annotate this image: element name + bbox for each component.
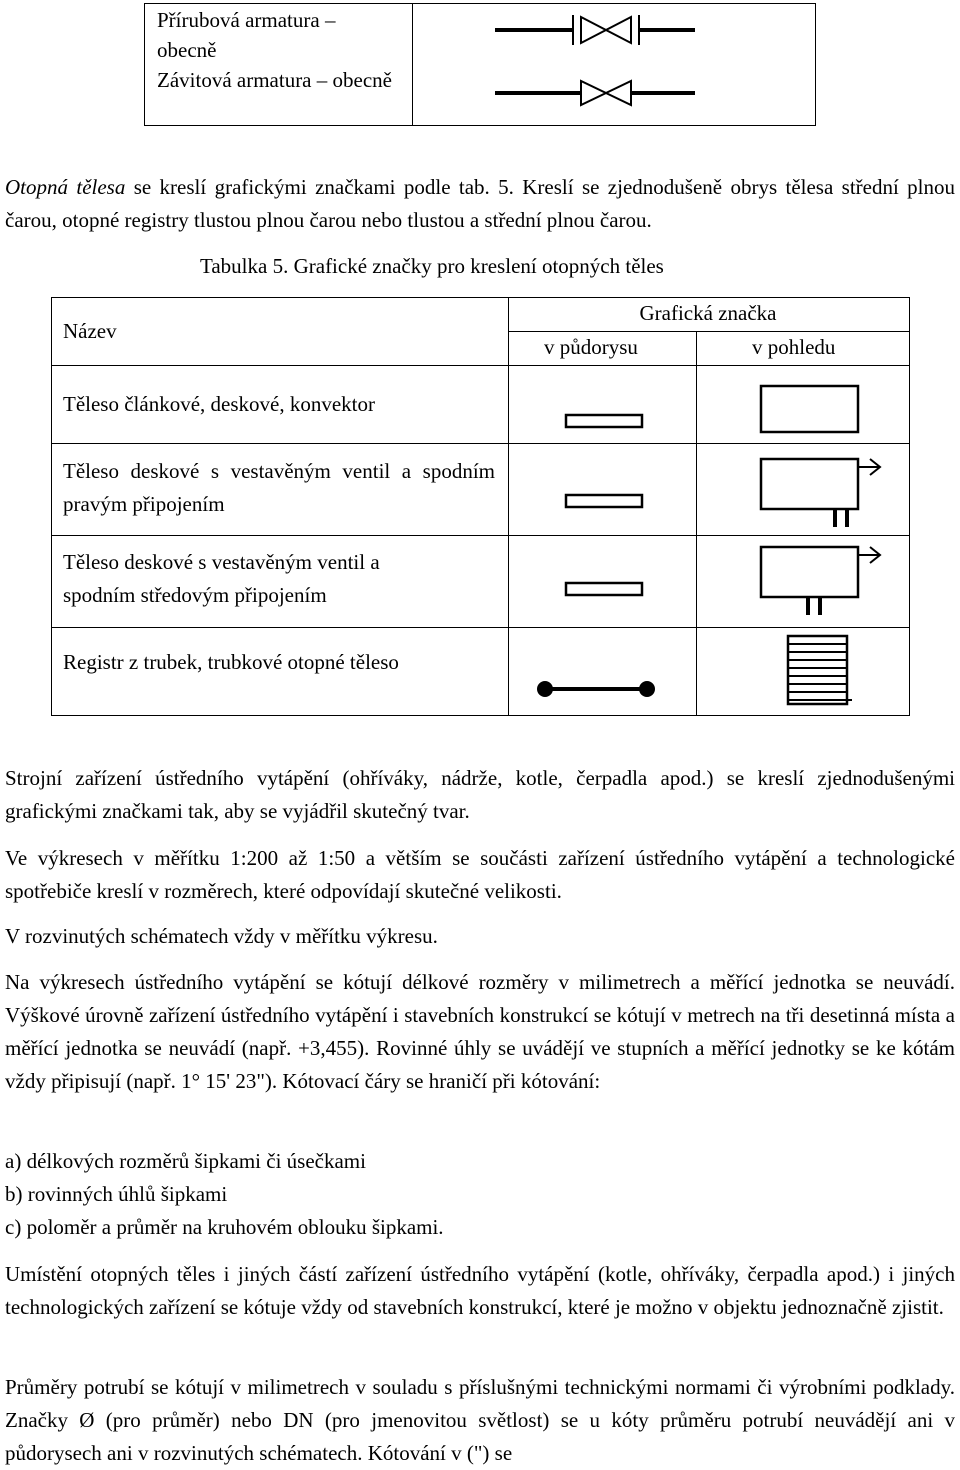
- list-item-b: b) rovinných úhlů šipkami: [5, 1182, 228, 1206]
- flanged-valve-icon: [495, 12, 695, 52]
- radiator-valve-right-plan-icon: [565, 494, 645, 510]
- table5-col-divider: [508, 297, 509, 715]
- radiator-valve-center-view-icon: [760, 543, 890, 618]
- armatura-row-threaded-label: Závitová armatura – obecně: [157, 68, 392, 92]
- table5-caption: Tabulka 5. Grafické značky pro kreslení otopných těles: [200, 254, 664, 278]
- table5-row-2-name: Těleso deskové s vestavěným ventil a spodním pravým připojením: [63, 459, 495, 516]
- table5-header-plan: v půdorysu: [544, 335, 638, 359]
- radiator-valve-right-view-icon: [760, 455, 890, 530]
- armatura-row-flanged-label: Přírubová armatura – obecně: [157, 8, 336, 62]
- intro-paragraph: [5, 171, 955, 237]
- table5-header-name: Název: [63, 319, 117, 343]
- paragraph-placement: Umístění otopných těles i jiných částí zařízení ústředního vytápění (kotle, ohříváky, čerpadla apod.) i jiných technologických zařízení se kótuje vždy od stavebních konstrukcí, které je možno v objektu jednoznačně zjistit.: [5, 1262, 955, 1319]
- table5-row-rule-3: [51, 627, 909, 628]
- paragraph-equipment: Strojní zařízení ústředního vytápění (ohříváky, nádrže, kotle, čerpadla apod.) se kreslí zjednodušenými grafickými značkami tak, aby se vyjádřil skutečný tvar.: [5, 766, 955, 823]
- pipe-register-plan-icon: [535, 678, 660, 703]
- paragraph-scale: Ve výkresech v měřítku 1:200 až 1:50 a větším se součásti zařízení ústředního vytápění a technologické spotřebiče kreslí v rozměrech, které odpovídají skutečné velikosti.: [5, 846, 955, 903]
- radiator-view-icon: [760, 385, 860, 435]
- list-item-a: a) délkových rozměrů šipkami či úsečkami: [5, 1149, 366, 1173]
- radiator-valve-center-plan-icon: [565, 582, 645, 598]
- armatura-table-divider: [412, 3, 413, 125]
- paragraph-schemes: V rozvinutých schématech vždy v měřítku výkresu.: [5, 924, 438, 948]
- radiator-plan-icon: [565, 414, 645, 430]
- table5-subcol-divider: [696, 331, 697, 715]
- intro-emphasis: Otopná tělesa: [5, 175, 126, 199]
- table5-row-3-name: Těleso deskové s vestavěným ventil a spodním středovým připojením: [63, 550, 380, 607]
- threaded-valve-icon: [495, 76, 695, 112]
- intro-text: se kreslí grafickými značkami podle tab. 5. Kreslí se zjednodušeně obrys tělesa střední plnou čarou, otopné registry tlustou plnou čarou nebo tlustou a střední plnou čarou.: [5, 175, 955, 232]
- list-item-c: c) poloměr a průměr na kruhovém oblouku šipkami.: [5, 1215, 444, 1239]
- table5-row-1-name: Těleso článkové, deskové, konvektor: [63, 392, 375, 416]
- table5-header-rule: [51, 365, 909, 366]
- table5-row-rule-1: [51, 443, 909, 444]
- table5-header-view: v pohledu: [752, 335, 836, 359]
- table5-row-4-name: Registr z trubek, trubkové otopné těleso: [63, 650, 399, 674]
- paragraph-diameters: Průměry potrubí se kótují v milimetrech v souladu s příslušnými technickými normami či výrobními podklady. Značky Ø (pro průměr) nebo DN (pro jmenovitou světlost) se u kóty průměru potrubí neuvádějí ani v půdorysech ani v rozvinutých schématech. Kótování v (") se: [5, 1375, 955, 1465]
- table5-row-rule-2: [51, 535, 909, 536]
- paragraph-dimensions: Na výkresech ústředního vytápění se kótují délkové rozměry v milimetrech a měřící jednotka se neuvádí. Výškové úrovně zařízení ústředního vytápění i stavebních konstrukcí se kótují v metrech na tři desetinná místa a měřící jednotka se neuvádí (např. +3,455). Rovinné úhly se uvádějí ve stupních a měřící jednotky se ke kótám vždy připisují (např. 1° 15' 23"). Kótovací čáry se hraničí při kótování:: [5, 970, 955, 1093]
- table5-header-symbol: Grafická značka: [639, 301, 777, 325]
- pipe-register-view-icon: [786, 634, 856, 709]
